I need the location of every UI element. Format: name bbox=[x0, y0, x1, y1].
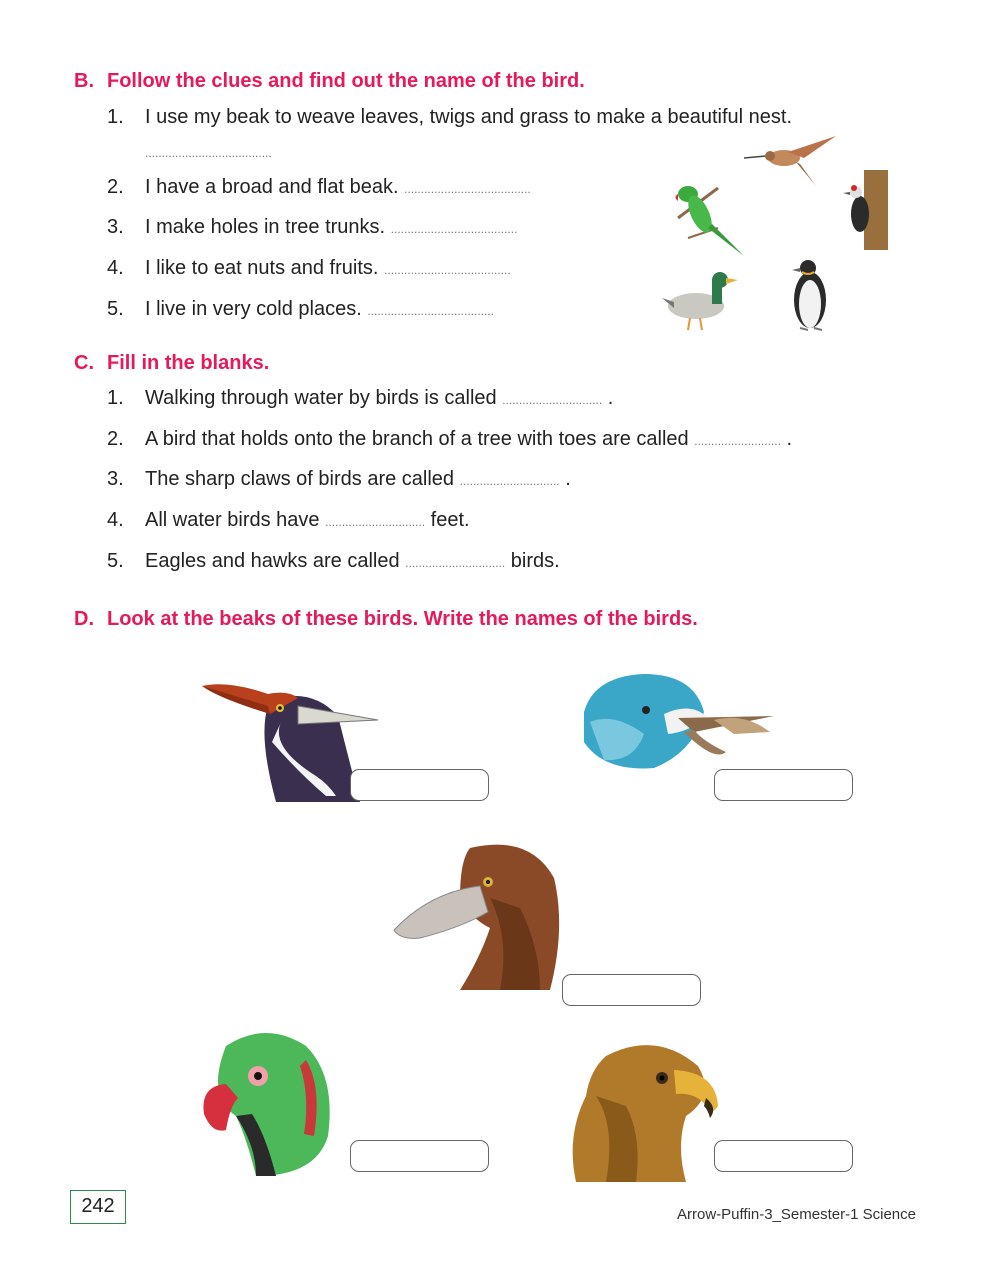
clue-4 bbox=[107, 257, 511, 280]
clue-2-text: I have a broad and flat beak. bbox=[145, 176, 399, 198]
clue-2-answer-line[interactable]: ...................................... bbox=[404, 182, 531, 196]
blank-2-number: 2. bbox=[107, 428, 124, 450]
section-d-heading bbox=[74, 608, 698, 631]
blank-4-text: All water birds have bbox=[145, 509, 320, 531]
blank-3-number: 3. bbox=[107, 468, 124, 490]
blank-5-after: birds. bbox=[505, 550, 560, 572]
section-c-title: Fill in the blanks. bbox=[107, 352, 270, 374]
clue-5-answer-line[interactable]: ...................................... bbox=[367, 304, 495, 318]
section-b-letter: B. bbox=[74, 70, 94, 92]
clue-4-text: I like to eat nuts and fruits. bbox=[145, 257, 379, 279]
clue-4-answer-line[interactable]: ...................................... bbox=[384, 263, 511, 277]
blank-5-number: 5. bbox=[107, 550, 124, 572]
clue-3-answer-line[interactable]: ...................................... bbox=[390, 222, 518, 236]
clue-1-number: 1. bbox=[107, 106, 124, 128]
blank-1-text: Walking through water by birds is called bbox=[145, 387, 497, 409]
blank-3 bbox=[107, 468, 571, 491]
clue-3-text: I make holes in tree trunks. bbox=[145, 216, 386, 238]
hummingbird-illustration bbox=[744, 130, 840, 190]
blank-1-number: 1. bbox=[107, 387, 124, 409]
page-number: 242 bbox=[70, 1190, 126, 1224]
blank-2-after: . bbox=[780, 428, 793, 450]
blank-1 bbox=[107, 387, 613, 410]
clue-2 bbox=[107, 176, 531, 199]
penguin-illustration bbox=[788, 256, 832, 332]
blank-5 bbox=[107, 550, 560, 573]
duck-head-illustration bbox=[390, 838, 566, 990]
clue-5-number: 5. bbox=[107, 298, 124, 320]
clue-3 bbox=[107, 216, 517, 239]
clue-5-text: I live in very cold places. bbox=[145, 298, 362, 320]
section-d-title: Look at the beaks of these birds. Write the names of the birds. bbox=[107, 608, 698, 630]
blank-3-after: . bbox=[559, 468, 571, 490]
blank-4 bbox=[107, 509, 470, 532]
section-c-heading bbox=[74, 352, 269, 375]
clue-4-number: 4. bbox=[107, 257, 124, 279]
answer-box-kingfisher[interactable] bbox=[714, 769, 853, 801]
woodpecker-illustration bbox=[842, 170, 890, 250]
clue-2-number: 2. bbox=[107, 176, 124, 198]
clue-1-text: I use my beak to weave leaves, twigs and grass to make a beautiful nest. bbox=[145, 106, 793, 128]
answer-box-eagle[interactable] bbox=[714, 1140, 853, 1172]
clue-5 bbox=[107, 298, 494, 321]
eagle-head-illustration bbox=[566, 1036, 726, 1182]
answer-box-parrot[interactable] bbox=[350, 1140, 489, 1172]
blank-4-number: 4. bbox=[107, 509, 124, 531]
blank-1-answer-line[interactable]: .............................. bbox=[502, 393, 603, 407]
kingfisher-head-illustration bbox=[574, 672, 780, 772]
clue-1 bbox=[107, 106, 792, 129]
section-b-title: Follow the clues and find out the name of the bird. bbox=[107, 70, 585, 92]
parrot-head-illustration bbox=[196, 1026, 356, 1178]
blank-2-answer-line[interactable]: .......................... bbox=[694, 434, 781, 448]
clue-1-answer[interactable] bbox=[145, 140, 272, 163]
blank-4-after: feet. bbox=[425, 509, 470, 531]
blank-2-text: A bird that holds onto the branch of a tree with toes are called bbox=[145, 428, 689, 450]
blank-3-text: The sharp claws of birds are called bbox=[145, 468, 455, 490]
book-title-footer: Arrow-Puffin-3_Semester-1 Science bbox=[677, 1206, 916, 1223]
clue-1-answer-line[interactable]: ...................................... bbox=[145, 146, 272, 160]
blank-2 bbox=[107, 428, 792, 451]
blank-1-after: . bbox=[602, 387, 614, 409]
blank-3-answer-line[interactable]: .............................. bbox=[459, 474, 560, 488]
section-b-heading bbox=[74, 70, 585, 93]
blank-5-text: Eagles and hawks are called bbox=[145, 550, 400, 572]
duck-illustration bbox=[660, 268, 742, 332]
parrot-illustration bbox=[668, 178, 748, 258]
clue-3-number: 3. bbox=[107, 216, 124, 238]
answer-box-woodpecker[interactable] bbox=[350, 769, 489, 801]
blank-4-answer-line[interactable]: .............................. bbox=[325, 515, 426, 529]
section-c-letter: C. bbox=[74, 352, 94, 374]
blank-5-answer-line[interactable]: .............................. bbox=[405, 556, 506, 570]
answer-box-duck[interactable] bbox=[562, 974, 701, 1006]
section-d-letter: D. bbox=[74, 608, 94, 630]
